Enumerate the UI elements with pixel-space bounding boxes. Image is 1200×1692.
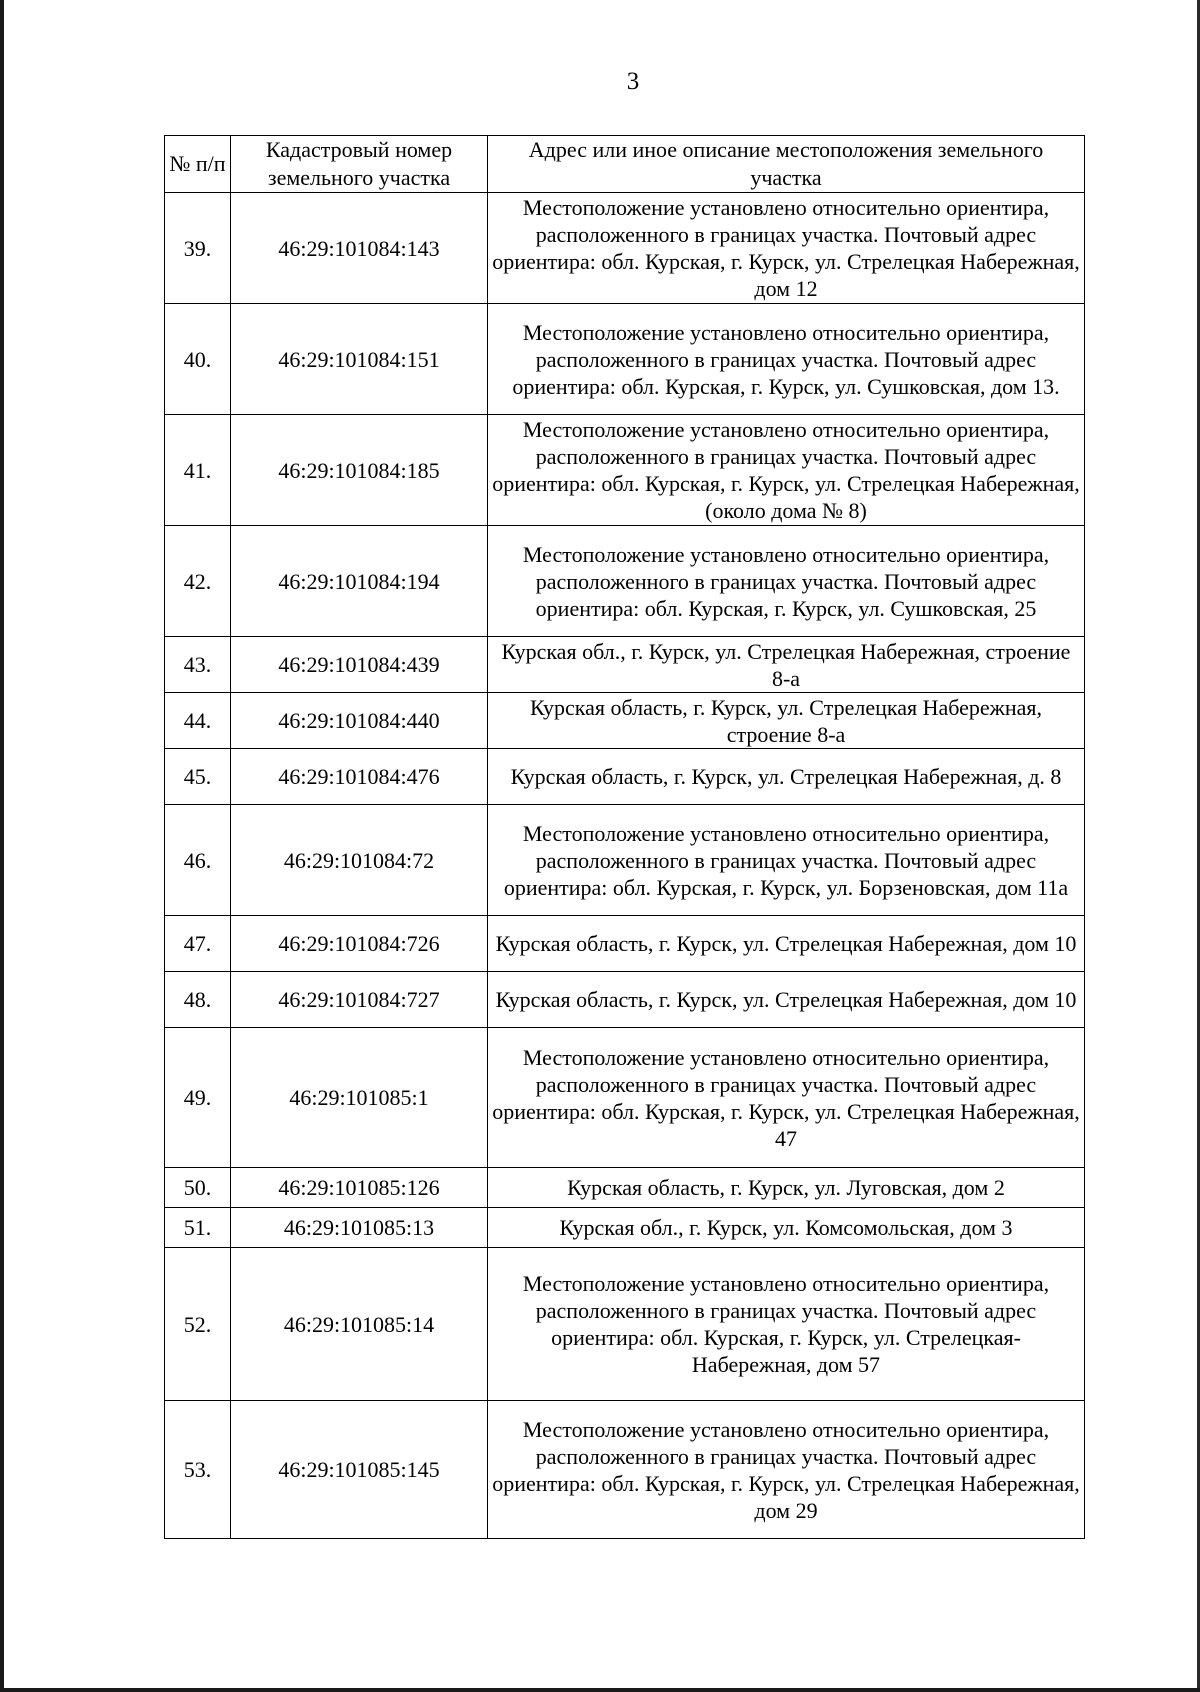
table-row — [165, 637, 1085, 693]
table-row — [165, 916, 1085, 972]
row-cadastral: 46:29:101084:439 — [231, 637, 488, 693]
row-cadastral: 46:29:101084:151 — [231, 304, 488, 415]
row-cadastral: 46:29:101084:727 — [231, 972, 488, 1028]
row-address: Местоположение установлено относительно ориентира, расположенного в границах участка. Почтовый адрес ориентира: обл. Курская, г. Курск, ул. Стрелецкая Набережная, дом 29 — [488, 1401, 1085, 1539]
row-address: Курская обл., г. Курск, ул. Комсомольская, дом 3 — [488, 1208, 1085, 1248]
row-address: Местоположение установлено относительно ориентира, расположенного в границах участка. Почтовый адрес ориентира: обл. Курская, г. Курск, ул. Стрелецкая Набережная, (около дома № 8) — [488, 415, 1085, 526]
row-cadastral: 46:29:101085:13 — [231, 1208, 488, 1248]
row-address: Местоположение установлено относительно ориентира, расположенного в границах участка. Почтовый адрес ориентира: обл. Курская, г. Курск, ул. Стрелецкая Набережная, дом 12 — [488, 193, 1085, 304]
row-cadastral: 46:29:101084:476 — [231, 749, 488, 805]
table-row — [165, 1208, 1085, 1248]
row-num: 50. — [165, 1168, 231, 1208]
row-cadastral: 46:29:101085:145 — [231, 1401, 488, 1539]
row-num: 44. — [165, 693, 231, 749]
row-num: 47. — [165, 916, 231, 972]
row-cadastral: 46:29:101085:1 — [231, 1028, 488, 1168]
row-num: 40. — [165, 304, 231, 415]
row-address: Курская обл., г. Курск, ул. Стрелецкая Набережная, строение 8-а — [488, 637, 1085, 693]
row-num: 41. — [165, 415, 231, 526]
row-num: 43. — [165, 637, 231, 693]
row-address: Местоположение установлено относительно ориентира, расположенного в границах участка. Почтовый адрес ориентира: обл. Курская, г. Курск, ул. Сушковская, дом 13. — [488, 304, 1085, 415]
row-num: 53. — [165, 1401, 231, 1539]
row-num: 46. — [165, 805, 231, 916]
row-cadastral: 46:29:101084:440 — [231, 693, 488, 749]
header-cadastral: Кадастровый номер земельного участка — [231, 136, 488, 193]
table-row — [165, 805, 1085, 916]
row-num: 45. — [165, 749, 231, 805]
table-row — [165, 1028, 1085, 1168]
row-address: Местоположение установлено относительно ориентира, расположенного в границах участка. Почтовый адрес ориентира: обл. Курская, г. Курск, ул. Стрелецкая Набережная, 47 — [488, 1028, 1085, 1168]
row-address: Местоположение установлено относительно ориентира, расположенного в границах участка. Почтовый адрес ориентира: обл. Курская, г. Курск, ул. Стрелецкая-Набережная, дом 57 — [488, 1248, 1085, 1401]
row-cadastral: 46:29:101084:185 — [231, 415, 488, 526]
row-address: Курская область, г. Курск, ул. Стрелецкая Набережная, дом 10 — [488, 972, 1085, 1028]
table-row — [165, 526, 1085, 637]
row-cadastral: 46:29:101085:14 — [231, 1248, 488, 1401]
table-body — [165, 193, 1085, 1539]
table-row — [165, 304, 1085, 415]
row-num: 51. — [165, 1208, 231, 1248]
row-num: 42. — [165, 526, 231, 637]
row-address: Курская область, г. Курск, ул. Луговская, дом 2 — [488, 1168, 1085, 1208]
scan-edge-bottom — [0, 1688, 1200, 1692]
table-row — [165, 693, 1085, 749]
table-row — [165, 1401, 1085, 1539]
row-address: Местоположение установлено относительно ориентира, расположенного в границах участка. Почтовый адрес ориентира: обл. Курская, г. Курск, ул. Борзеновская, дом 11а — [488, 805, 1085, 916]
row-num: 52. — [165, 1248, 231, 1401]
row-num: 49. — [165, 1028, 231, 1168]
table-row — [165, 415, 1085, 526]
table-row — [165, 749, 1085, 805]
page-number: 3 — [626, 68, 640, 95]
header-num: № п/п — [165, 136, 231, 193]
row-cadastral: 46:29:101084:143 — [231, 193, 488, 304]
row-cadastral: 46:29:101084:72 — [231, 805, 488, 916]
row-cadastral: 46:29:101085:126 — [231, 1168, 488, 1208]
row-cadastral: 46:29:101084:194 — [231, 526, 488, 637]
row-address: Курская область, г. Курск, ул. Стрелецкая Набережная, дом 10 — [488, 916, 1085, 972]
land-plots-table — [164, 135, 1085, 1539]
scan-edge-left — [0, 0, 4, 1692]
table-row — [165, 193, 1085, 304]
table-header — [165, 136, 1085, 193]
table-row — [165, 1168, 1085, 1208]
row-cadastral: 46:29:101084:726 — [231, 916, 488, 972]
row-address: Местоположение установлено относительно ориентира, расположенного в границах участка. Почтовый адрес ориентира: обл. Курская, г. Курск, ул. Сушковская, 25 — [488, 526, 1085, 637]
row-num: 48. — [165, 972, 231, 1028]
table-row — [165, 972, 1085, 1028]
table-row — [165, 1248, 1085, 1401]
row-address: Курская область, г. Курск, ул. Стрелецкая Набережная, д. 8 — [488, 749, 1085, 805]
header-address: Адрес или иное описание местоположения земельного участка — [488, 136, 1085, 193]
row-address: Курская область, г. Курск, ул. Стрелецкая Набережная, строение 8-а — [488, 693, 1085, 749]
row-num: 39. — [165, 193, 231, 304]
